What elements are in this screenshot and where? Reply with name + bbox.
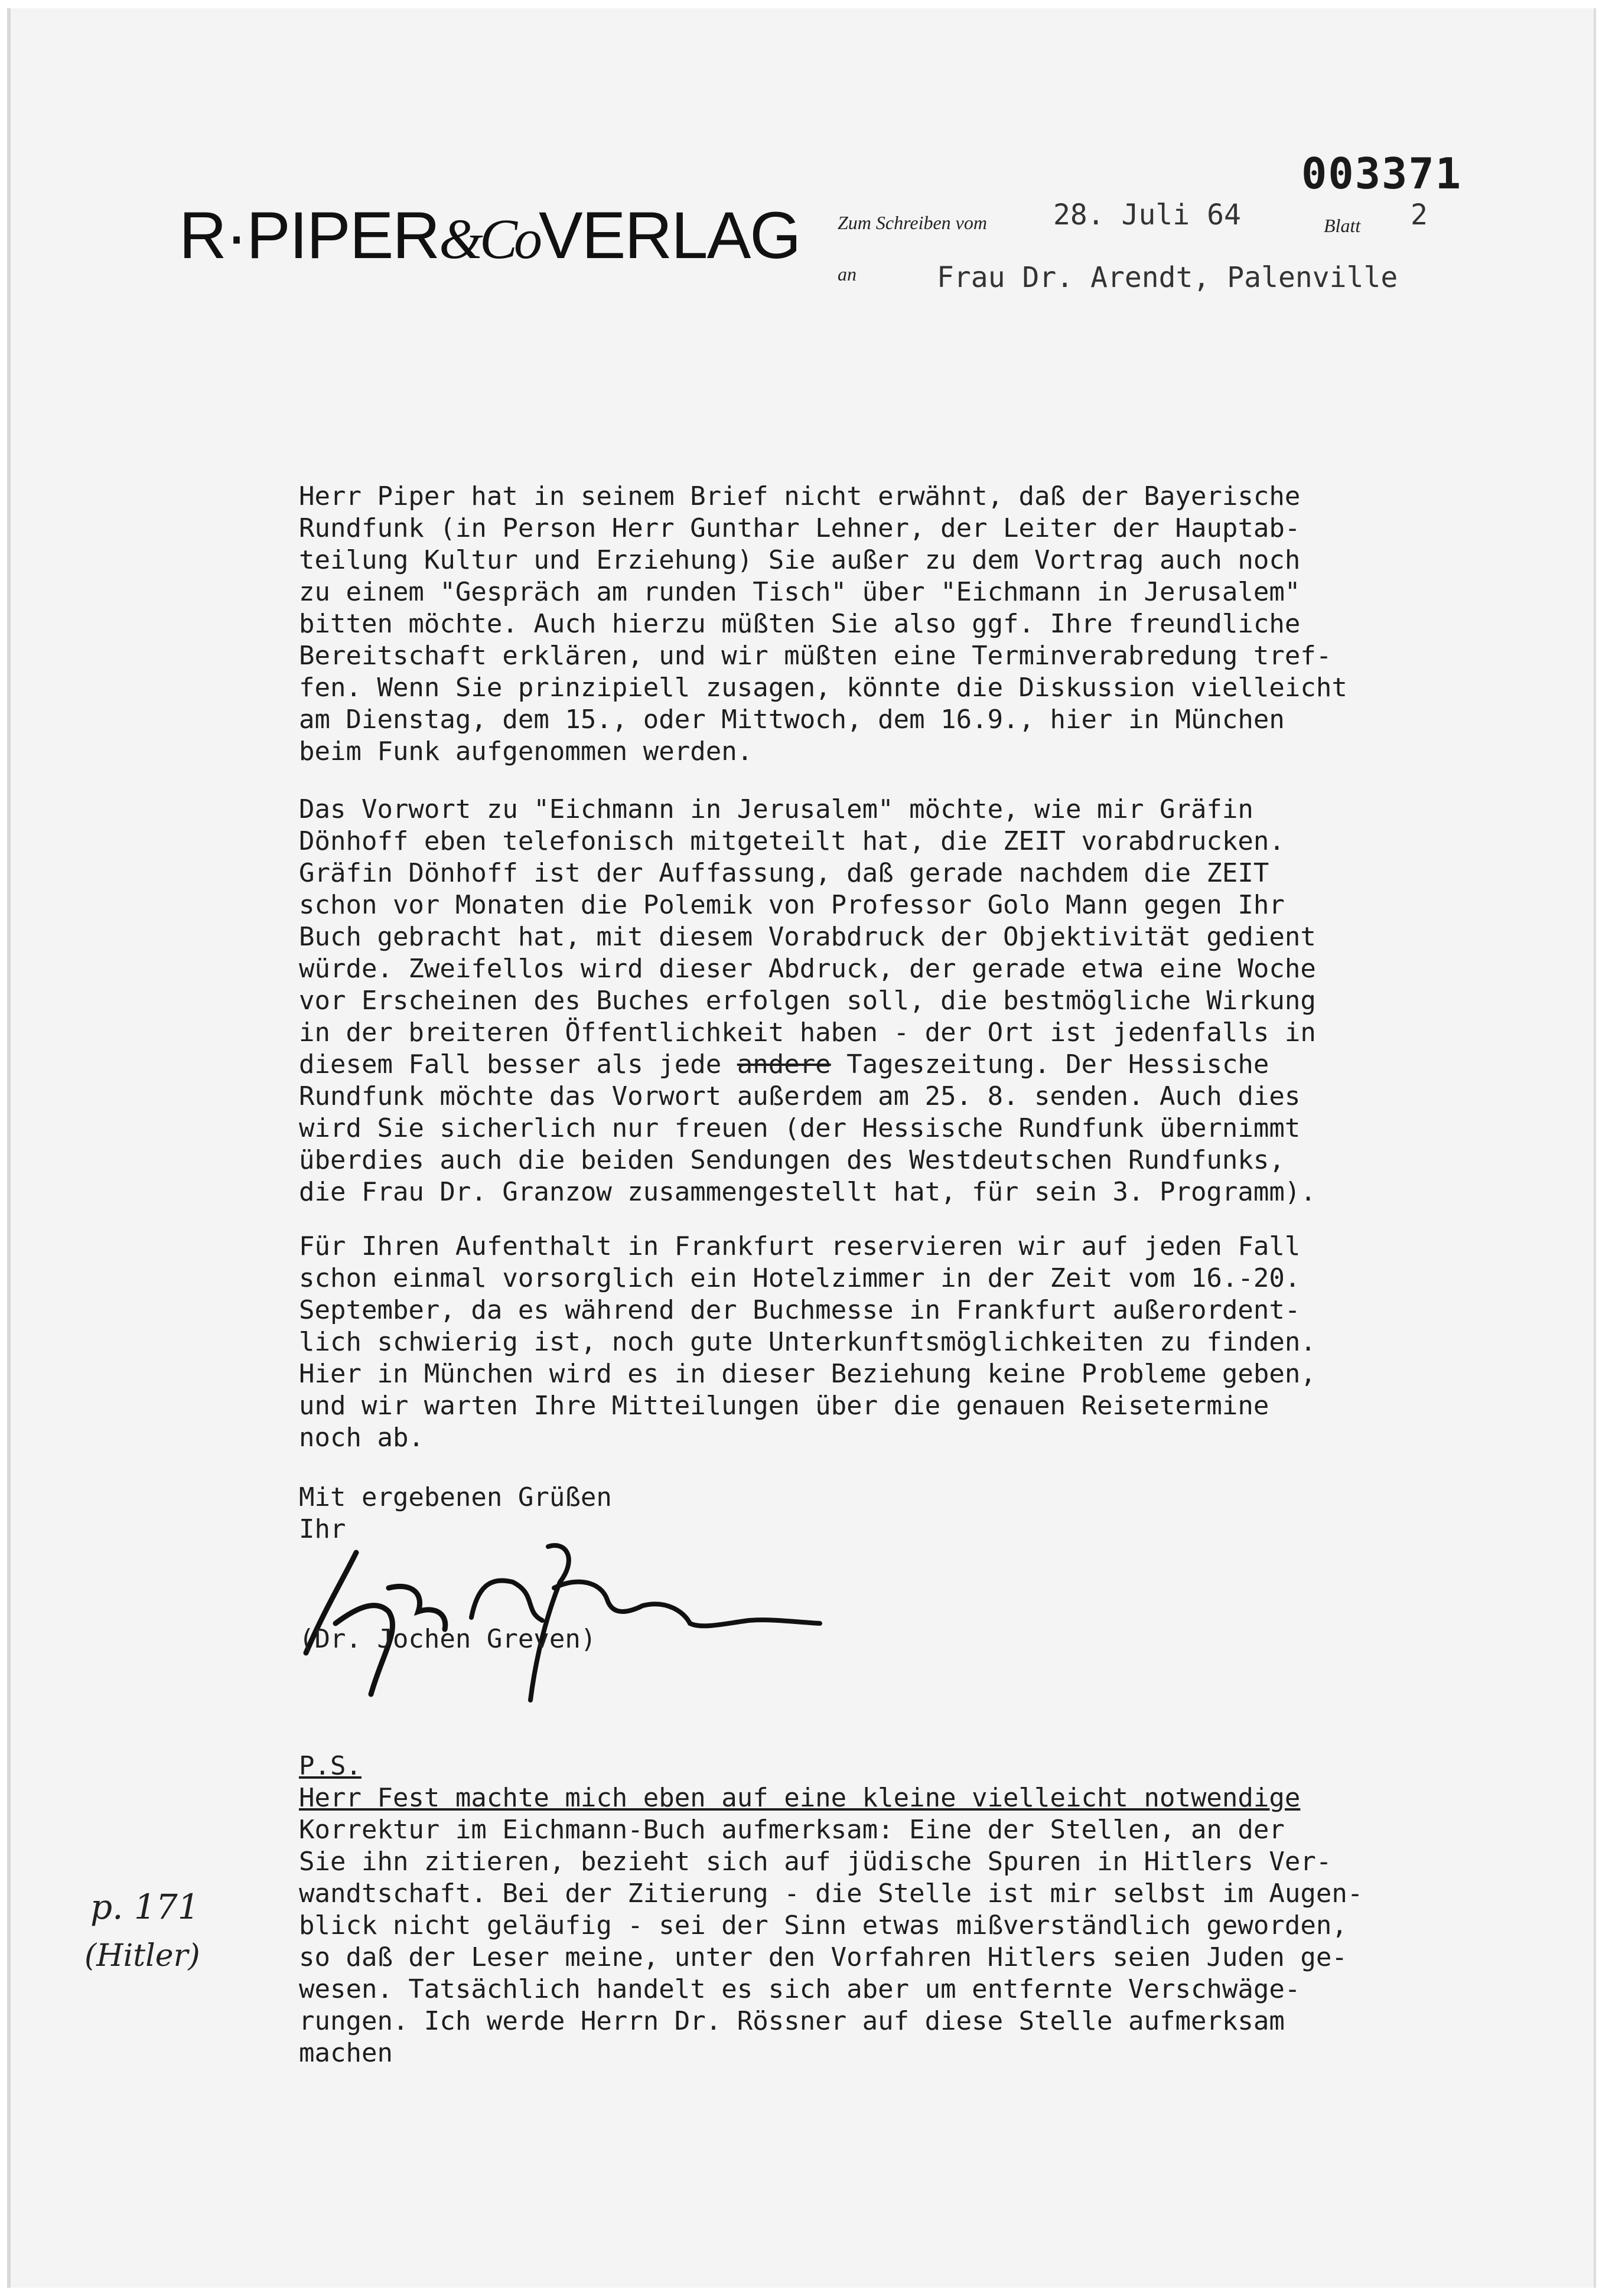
text-line: am Dienstag, dem 15., oder Mittwoch, dem 16.9., hier in München [299,705,1285,735]
handwritten-margin-note [79,1877,268,1984]
text-line: zu einem "Gespräch am runden Tisch" über "Eichmann in Jerusalem" [299,577,1301,607]
text-line: lich schwierig ist, noch gute Unterkunftsmöglichkeiten zu finden. [299,1327,1316,1357]
text-line: fen. Wenn Sie prinzipiell zusagen, könnte die Diskussion vielleicht [299,673,1347,703]
sender-name: (Dr. Jochen Greven) [299,1624,597,1654]
text-line: schon vor Monaten die Polemik von Professor Golo Mann gegen Ihr [299,890,1285,920]
text-line: Buch gebracht hat, mit diesem Vorabdruck der Objektivität gedient [299,922,1316,952]
sender-block [299,1623,596,1655]
letter-sheet [7,8,1596,2288]
text-line: bitten möchte. Auch hierzu müßten Sie also ggf. Ihre freundliche [299,609,1301,639]
handwritten-signature [300,1517,832,1712]
text-line: und wir warten Ihre Mitteilungen über die genauen Reisetermine [299,1391,1269,1421]
struck-word: andere [737,1049,831,1079]
text-line: überdies auch die beiden Sendungen des Westdeutschen Rundfunks, [299,1145,1285,1175]
text-fragment: diesem Fall besser als jede [299,1049,737,1079]
text-line: machen [299,2038,393,2068]
paragraph-3 [299,1231,1316,1454]
logo-left: R·PIPER [179,198,439,272]
margin-note-line-1: p. 171 [90,1887,200,1927]
text-line: Gräfin Dönhoff ist der Auffassung, daß gerade nachdem die ZEIT [299,858,1269,888]
text-line: beim Funk aufgenommen werden. [299,736,753,767]
text-line: vor Erscheinen des Buches erfolgen soll, die bestmögliche Wirkung [299,986,1316,1016]
text-line [299,1782,1363,1814]
text-line: blick nicht geläufig - sei der Sinn etwas mißverständlich geworden, [299,1910,1347,1940]
recipient: Frau Dr. Arendt, Palenville [937,261,1398,294]
text-line: Dönhoff eben telefonisch mitgeteilt hat, die ZEIT vorabdrucken. [299,826,1285,856]
text-line: Das Vorwort zu "Eichmann in Jerusalem" möchte, wie mir Gräfin [299,794,1253,824]
closing-salutation-2: Ihr [299,1514,346,1544]
paragraph-1 [299,481,1347,768]
letter-date: 28. Juli 64 [1053,198,1241,231]
text-line: Hier in München wird es in dieser Beziehung keine Probleme geben, [299,1359,1316,1389]
margin-note-line-2: (Hitler) [84,1938,200,1974]
text-line: wesen. Tatsächlich handelt es sich aber um entfernte Verschwäge- [299,1974,1301,2004]
text-line: September, da es während der Buchmesse in Frankfurt außerordent- [299,1295,1301,1325]
text-line: rungen. Ich werde Herrn Dr. Rössner auf diese Stelle aufmerksam [299,2006,1285,2036]
postscript-label: P.S. [299,1751,362,1781]
text-line: wandtschaft. Bei der Zitierung - die Stelle ist mir selbst im Augen- [299,1878,1363,1909]
document-number: 003371 [1301,149,1463,198]
text-line: wird Sie sicherlich nur freuen (der Hessische Rundfunk übernimmt [299,1113,1301,1143]
sheet-label: Blatt [1324,215,1361,236]
logo-right: VERLAG [539,198,800,272]
text-line: so daß der Leser meine, unter den Vorfahren Hitlers seien Juden ge- [299,1942,1347,1972]
text-line: Bereitschaft erklären, und wir müßten eine Terminverabredung tref- [299,641,1332,671]
text-line-with-strikethrough [299,1049,1316,1081]
text-line: Für Ihren Aufenthalt in Frankfurt reservieren wir auf jeden Fall [299,1231,1301,1261]
text-line: die Frau Dr. Granzow zusammengestellt hat, für sein 3. Programm). [299,1177,1316,1207]
closing-salutation: Mit ergebenen Grüßen [299,1482,612,1512]
text-line: in der breiteren Öffentlichkeit haben - der Ort ist jedenfalls in [299,1017,1316,1048]
text-line: Rundfunk (in Person Herr Gunthar Lehner, der Leiter der Hauptab- [299,513,1301,543]
recipient-label: an [838,263,857,285]
text-line: Herr Piper hat in seinem Brief nicht erwähnt, daß der Bayerische [299,481,1301,511]
logo-amp: &Co [439,207,539,270]
text-line: Sie ihn zitieren, bezieht sich auf jüdische Spuren in Hitlers Ver- [299,1847,1332,1877]
reference-label: Zum Schreiben vom [838,212,987,233]
paragraph-2 [299,794,1316,1208]
text-line: würde. Zweifellos wird dieser Abdruck, der gerade etwa eine Woche [299,954,1316,984]
publisher-logo [179,197,800,273]
postscript [299,1750,1363,2069]
text-line: Korrektur im Eichmann-Buch aufmerksam: Eine der Stellen, an der [299,1815,1285,1845]
text-line: Rundfunk möchte das Vorwort außerdem am 25. 8. senden. Auch dies [299,1081,1301,1111]
postscript-first-words: Herr Fest machte mich eben auf eine kleine vielleicht notwendige [299,1783,1301,1813]
text-line: schon einmal vorsorglich ein Hotelzimmer in der Zeit vom 16.-20. [299,1263,1301,1293]
sheet-number: 2 [1411,198,1428,231]
text-fragment: Tageszeitung. Der Hessische [831,1049,1269,1079]
text-line: teilung Kultur und Erziehung) Sie außer zu dem Vortrag auch noch [299,545,1301,575]
text-line: noch ab. [299,1423,424,1453]
